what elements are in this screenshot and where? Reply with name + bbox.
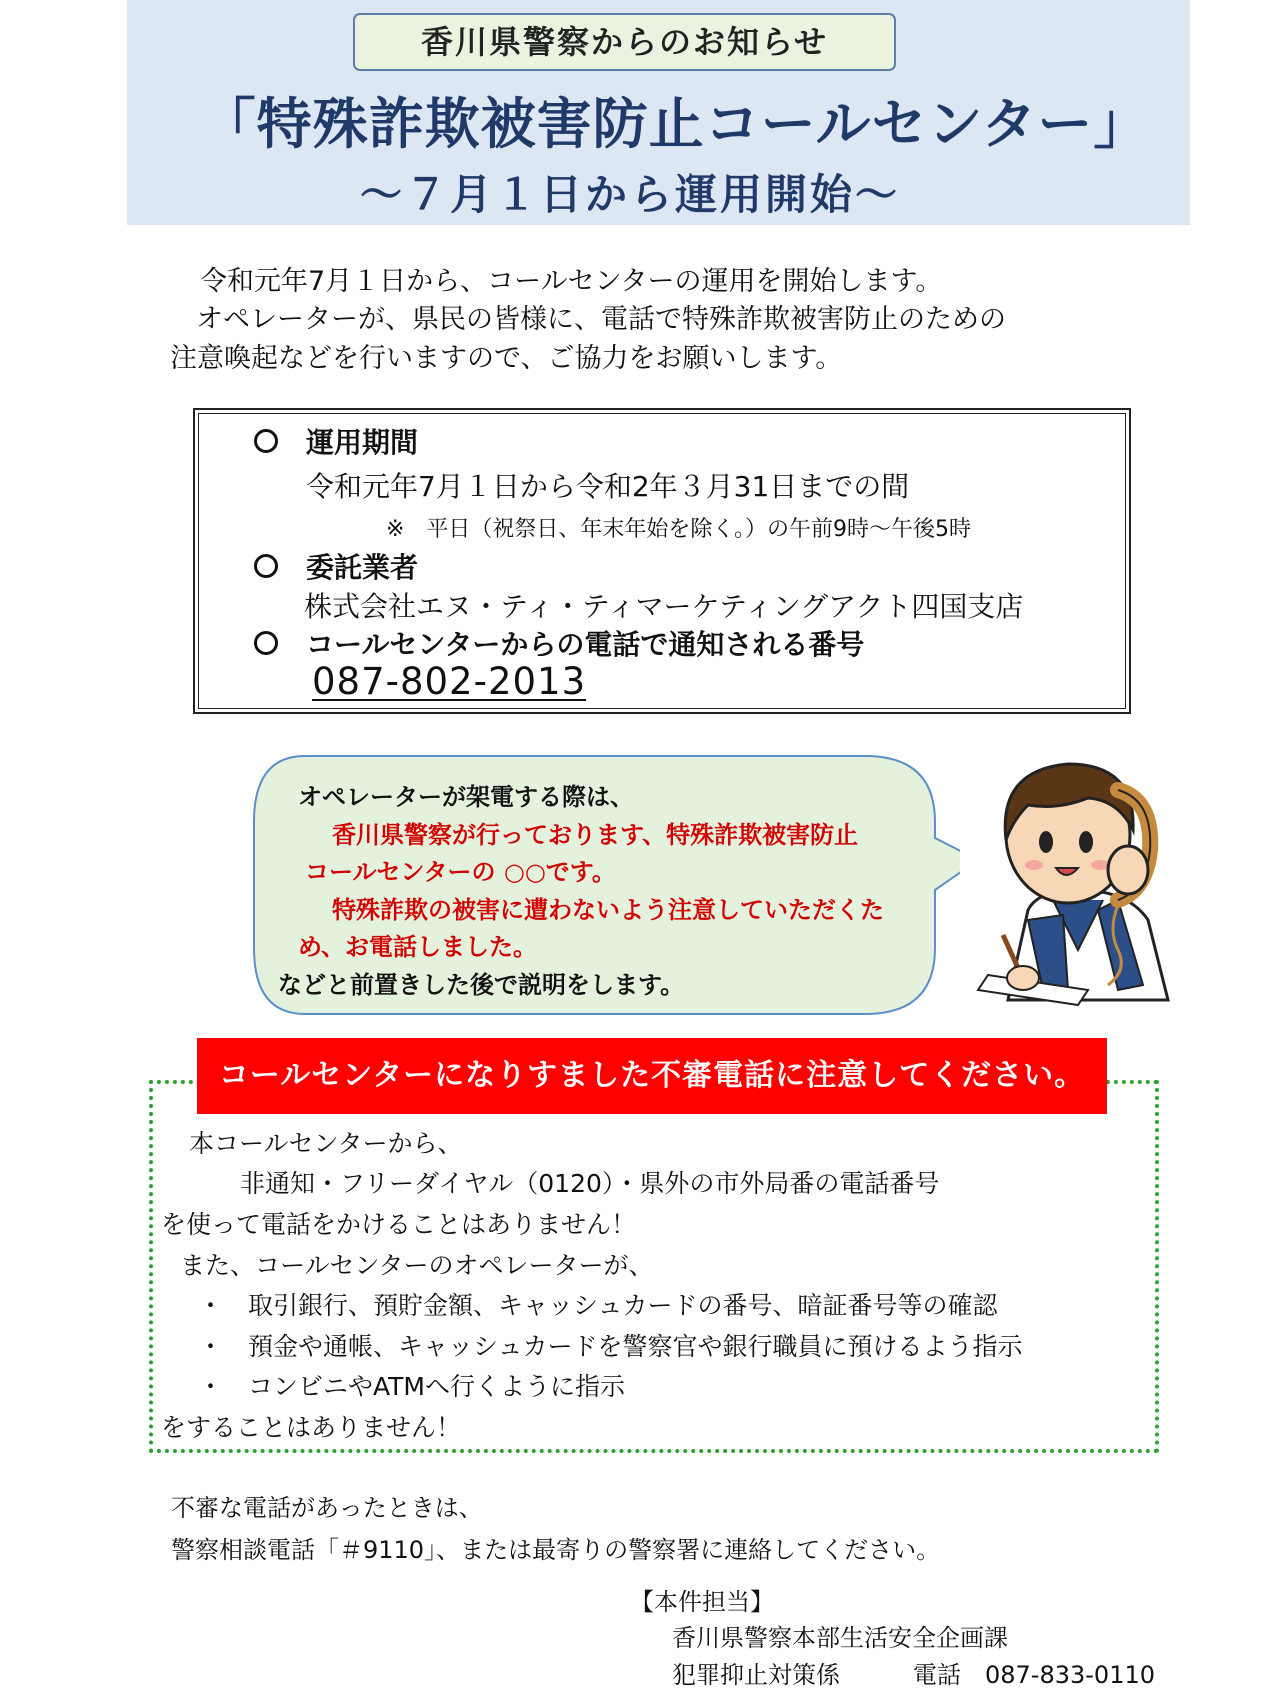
footer-line-1: 不審な電話があったときは、 bbox=[171, 1494, 483, 1522]
page-title: 「特殊詐欺被害防止コールセンター」 bbox=[200, 92, 1150, 156]
bubble-line-5: め、お電話しました。 bbox=[298, 933, 538, 961]
warning-line-1: 本コールセンターから、 bbox=[189, 1129, 463, 1158]
bubble-line-2: 香川県警察が行っております、特殊詐欺被害防止 bbox=[332, 821, 859, 849]
warning-closing: をすることはありません！ bbox=[161, 1413, 462, 1442]
call-center-number: 087-802-2013 bbox=[312, 660, 587, 703]
circle-bullet-icon bbox=[254, 554, 278, 578]
circle-bullet-icon bbox=[254, 429, 278, 453]
bubble-line-6: などと前置きした後で説明をします。 bbox=[278, 971, 685, 999]
warning-item: ・ 取引銀行、預貯金額、キャッシュカードの番号、暗証番号等の確認 bbox=[198, 1291, 998, 1320]
contact-dept: 香川県警察本部生活安全企画課 bbox=[672, 1624, 1008, 1652]
warning-banner: コールセンターになりすました不審電話に注意してください。 bbox=[197, 1038, 1107, 1114]
contact-section: 犯罪抑止対策係 bbox=[672, 1661, 840, 1689]
contact-heading: 【本件担当】 bbox=[630, 1588, 774, 1616]
notice-tab: 香川県警察からのお知らせ bbox=[353, 13, 896, 71]
bubble-line-3: コールセンターの ○○です。 bbox=[305, 858, 616, 886]
warning-item: ・ 預金や通帳、キャッシュカードを警察官や銀行職員に預けるよう指示 bbox=[198, 1332, 1023, 1361]
warning-line-3: を使って電話をかけることはありません！ bbox=[161, 1210, 637, 1239]
bubble-line-4: 特殊詐欺の被害に遭わないよう注意していただくた bbox=[332, 896, 884, 924]
warning-item: ・ コンビニやATMへ行くように指示 bbox=[198, 1372, 626, 1401]
bubble-line-1: オペレーターが架電する際は、 bbox=[298, 783, 634, 811]
warning-line-2: 非通知・フリーダイヤル（0120）・県外の市外局番の電話番号 bbox=[240, 1169, 940, 1198]
warning-line-4: また、コールセンターのオペレーターが、 bbox=[180, 1251, 654, 1280]
circle-bullet-icon bbox=[254, 631, 278, 655]
intro-line-2: オペレーターが、県民の皆様に、電話で特殊詐欺被害防止のための bbox=[196, 304, 1006, 335]
intro-line-3: 注意喚起などを行いますので、ご協力をお願いします。 bbox=[170, 343, 843, 374]
contact-phone: 電話 087-833-0110 bbox=[913, 1661, 1156, 1689]
contractor-text: 株式会社エヌ・ティ・ティマーケティングアクト四国支店 bbox=[304, 590, 1024, 623]
period-heading: 運用期間 bbox=[254, 421, 418, 461]
page-subtitle: ～７月１日から運用開始～ bbox=[359, 170, 900, 219]
period-text: 令和元年7月１日から令和2年３月31日までの間 bbox=[306, 470, 910, 503]
footer-line-2: 警察相談電話「＃9110」、または最寄りの警察署に連絡してください。 bbox=[171, 1536, 941, 1564]
intro-line-1: 令和元年7月１日から、コールセンターの運用を開始します。 bbox=[200, 266, 943, 297]
operator-illustration bbox=[968, 750, 1188, 1010]
contractor-heading: 委託業者 bbox=[254, 546, 418, 586]
period-note: ※ 平日（祝祭日、年末年始を除く。）の午前9時～午後5時 bbox=[386, 517, 971, 542]
number-heading: コールセンターからの電話で通知される番号 bbox=[254, 623, 864, 663]
